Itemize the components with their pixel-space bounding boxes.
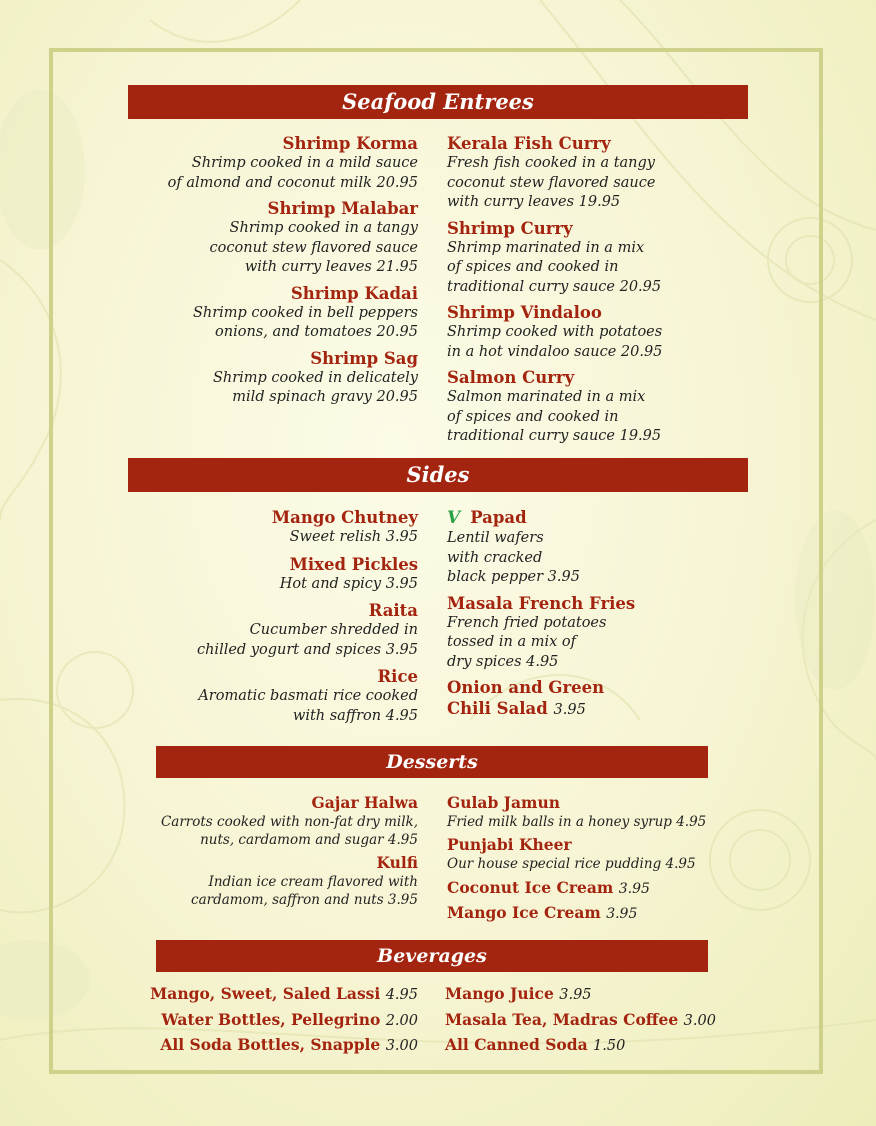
menu-item: [168, 283, 418, 343]
item-name-text: Mango, Sweet, Saled Lassi: [150, 984, 381, 1003]
menu-item: [168, 133, 418, 193]
item-name-text: Water Bottles, Pellegrino: [161, 1009, 381, 1029]
item-desc: Cucumber shredded in: [249, 622, 418, 638]
item-name: Shrimp Sag: [310, 348, 418, 368]
item-desc: Fried milk balls in a honey syrup 4.95: [447, 814, 707, 830]
section-header-beverages: Beverages: [156, 940, 708, 972]
beverage-item: [150, 1033, 418, 1059]
menu-item: [161, 793, 418, 849]
item-price: 3.00: [385, 1038, 418, 1054]
item-name: Punjabi Kheer: [447, 835, 572, 854]
item-desc: Aromatic basmati rice cooked: [198, 688, 418, 704]
item-name: Shrimp Kadai: [290, 283, 418, 303]
item-price: 3.95: [606, 906, 638, 922]
menu-item: [168, 198, 418, 278]
menu-item: [447, 835, 706, 873]
item-desc: Our house special rice pudding 4.95: [447, 856, 696, 872]
item-desc: of spices and cooked in: [447, 259, 619, 275]
item-desc: of almond and coconut milk 20.95: [167, 174, 418, 191]
item-name-text: Masala Tea, Madras Coffee: [445, 1009, 679, 1029]
item-price: 3.95: [559, 987, 592, 1003]
item-desc: Salmon marinated in a mix: [447, 389, 646, 405]
menu-item: [447, 367, 662, 447]
item-desc: traditional curry sauce 19.95: [447, 428, 662, 444]
item-price: 4.95: [385, 987, 418, 1003]
item-desc: dry spices 4.95: [447, 653, 559, 670]
item-desc: mild spinach gravy 20.95: [232, 389, 418, 405]
beverage-item: [150, 982, 418, 1008]
item-desc: Fresh fish cooked in a tangy: [447, 155, 655, 171]
item-name: Gajar Halwa: [311, 793, 418, 812]
item-desc: Hot and spicy 3.95: [279, 575, 418, 592]
item-desc: of spices and cooked in: [447, 408, 619, 425]
item-name: Gulab Jamun: [447, 793, 560, 812]
vegetarian-mark-icon: V: [447, 508, 461, 528]
item-name: Onion and Green: [447, 678, 605, 697]
item-name: [447, 507, 635, 529]
item-desc: tossed in a mix of: [447, 634, 577, 650]
sides-right-column: [447, 507, 635, 721]
item-desc: with cracked: [447, 549, 543, 566]
item-desc: black pepper 3.95: [447, 569, 580, 585]
item-desc: Carrots cooked with non-fat dry milk,: [160, 814, 418, 830]
item-desc: Shrimp marinated in a mix: [447, 239, 645, 256]
item-desc: with saffron 4.95: [292, 707, 418, 724]
item-desc: in a hot vindaloo sauce 20.95: [447, 343, 663, 360]
item-desc: cardamom, saffron and nuts 3.95: [191, 892, 418, 908]
menu-item: [447, 878, 706, 899]
menu-item: [168, 348, 418, 408]
beverages-left-column: [150, 982, 418, 1059]
item-desc: Shrimp cooked in bell peppers: [192, 304, 418, 321]
item-name: [447, 698, 635, 721]
menu-item: [197, 600, 418, 660]
section-header-seafood: Seafood Entrees: [128, 85, 748, 119]
section-header-sides: Sides: [128, 458, 748, 492]
seafood-right-column: [447, 133, 662, 447]
item-name: Shrimp Malabar: [267, 199, 418, 218]
item-desc: coconut stew flavored sauce: [447, 174, 656, 191]
desserts-right-column: [447, 793, 706, 924]
item-name: Rice: [377, 667, 418, 686]
menu-item: [197, 507, 418, 548]
item-name: Mixed Pickles: [289, 554, 418, 574]
seafood-left-column: [168, 133, 418, 408]
item-name: Kulfi: [376, 853, 418, 872]
menu-item: [447, 793, 706, 831]
item-desc: with curry leaves 21.95: [244, 259, 418, 275]
item-price: 1.50: [593, 1038, 626, 1054]
beverage-item: [445, 982, 716, 1008]
item-name-text: Coconut Ice Cream: [447, 878, 614, 897]
item-name-text: All Canned Soda: [445, 1035, 588, 1054]
item-name-text: All Soda Bottles, Snapple: [160, 1035, 381, 1054]
sides-left-column: [197, 507, 418, 726]
menu-item: [447, 507, 635, 588]
menu-item: [161, 853, 418, 909]
menu-frame: [49, 48, 823, 1074]
section-header-desserts: Desserts: [156, 746, 708, 778]
item-name: Shrimp Korma: [282, 134, 418, 153]
item-desc: Shrimp cooked in a mild sauce: [191, 155, 418, 171]
item-name: Mango Chutney: [271, 508, 418, 527]
item-desc: onions, and tomatoes 20.95: [215, 324, 418, 340]
item-name: Raita: [368, 601, 418, 620]
item-desc: nuts, cardamom and sugar 4.95: [200, 832, 418, 848]
beverage-item: [445, 1008, 716, 1034]
item-desc: Shrimp cooked in a tangy: [229, 220, 418, 236]
item-name: Shrimp Vindaloo: [447, 303, 602, 322]
menu-item: [447, 593, 635, 673]
item-name: [447, 903, 706, 924]
desserts-left-column: [161, 793, 418, 909]
item-desc: Sweet relish 3.95: [289, 529, 418, 545]
item-name: Shrimp Curry: [447, 218, 573, 238]
item-price: 2.00: [385, 1012, 418, 1029]
beverage-item: [445, 1033, 716, 1059]
menu-item: [447, 302, 662, 362]
item-name: [447, 878, 706, 899]
menu-item: [197, 554, 418, 595]
beverages-right-column: [445, 982, 716, 1059]
item-name-text: Mango Ice Cream: [447, 903, 601, 922]
item-desc: Indian ice cream flavored with: [208, 874, 418, 890]
menu-item: [197, 666, 418, 726]
item-desc: Shrimp cooked in delicately: [212, 369, 418, 386]
item-desc: coconut stew flavored sauce: [209, 239, 418, 256]
item-name-text: Papad: [470, 508, 527, 527]
item-name: Kerala Fish Curry: [447, 134, 611, 153]
item-price: 3.95: [618, 881, 650, 897]
menu-item: [447, 677, 635, 721]
item-name: Masala French Fries: [447, 593, 636, 613]
item-name-text: Mango Juice: [445, 984, 554, 1003]
menu-item: [447, 218, 662, 298]
beverage-item: [150, 1008, 418, 1034]
item-price: 3.00: [683, 1012, 716, 1029]
item-desc: traditional curry sauce 20.95: [447, 278, 662, 295]
item-desc: with curry leaves 19.95: [447, 194, 621, 210]
menu-item: [447, 903, 706, 924]
item-desc: Lentil wafers: [447, 530, 544, 546]
item-desc: chilled yogurt and spices 3.95: [196, 641, 418, 658]
item-name-text: Chili Salad: [447, 699, 548, 718]
item-desc: Shrimp cooked with potatoes: [447, 324, 663, 340]
item-price: 3.95: [553, 702, 586, 718]
menu-item: [447, 133, 662, 213]
item-name: Salmon Curry: [447, 368, 575, 387]
item-desc: French fried potatoes: [447, 614, 607, 631]
